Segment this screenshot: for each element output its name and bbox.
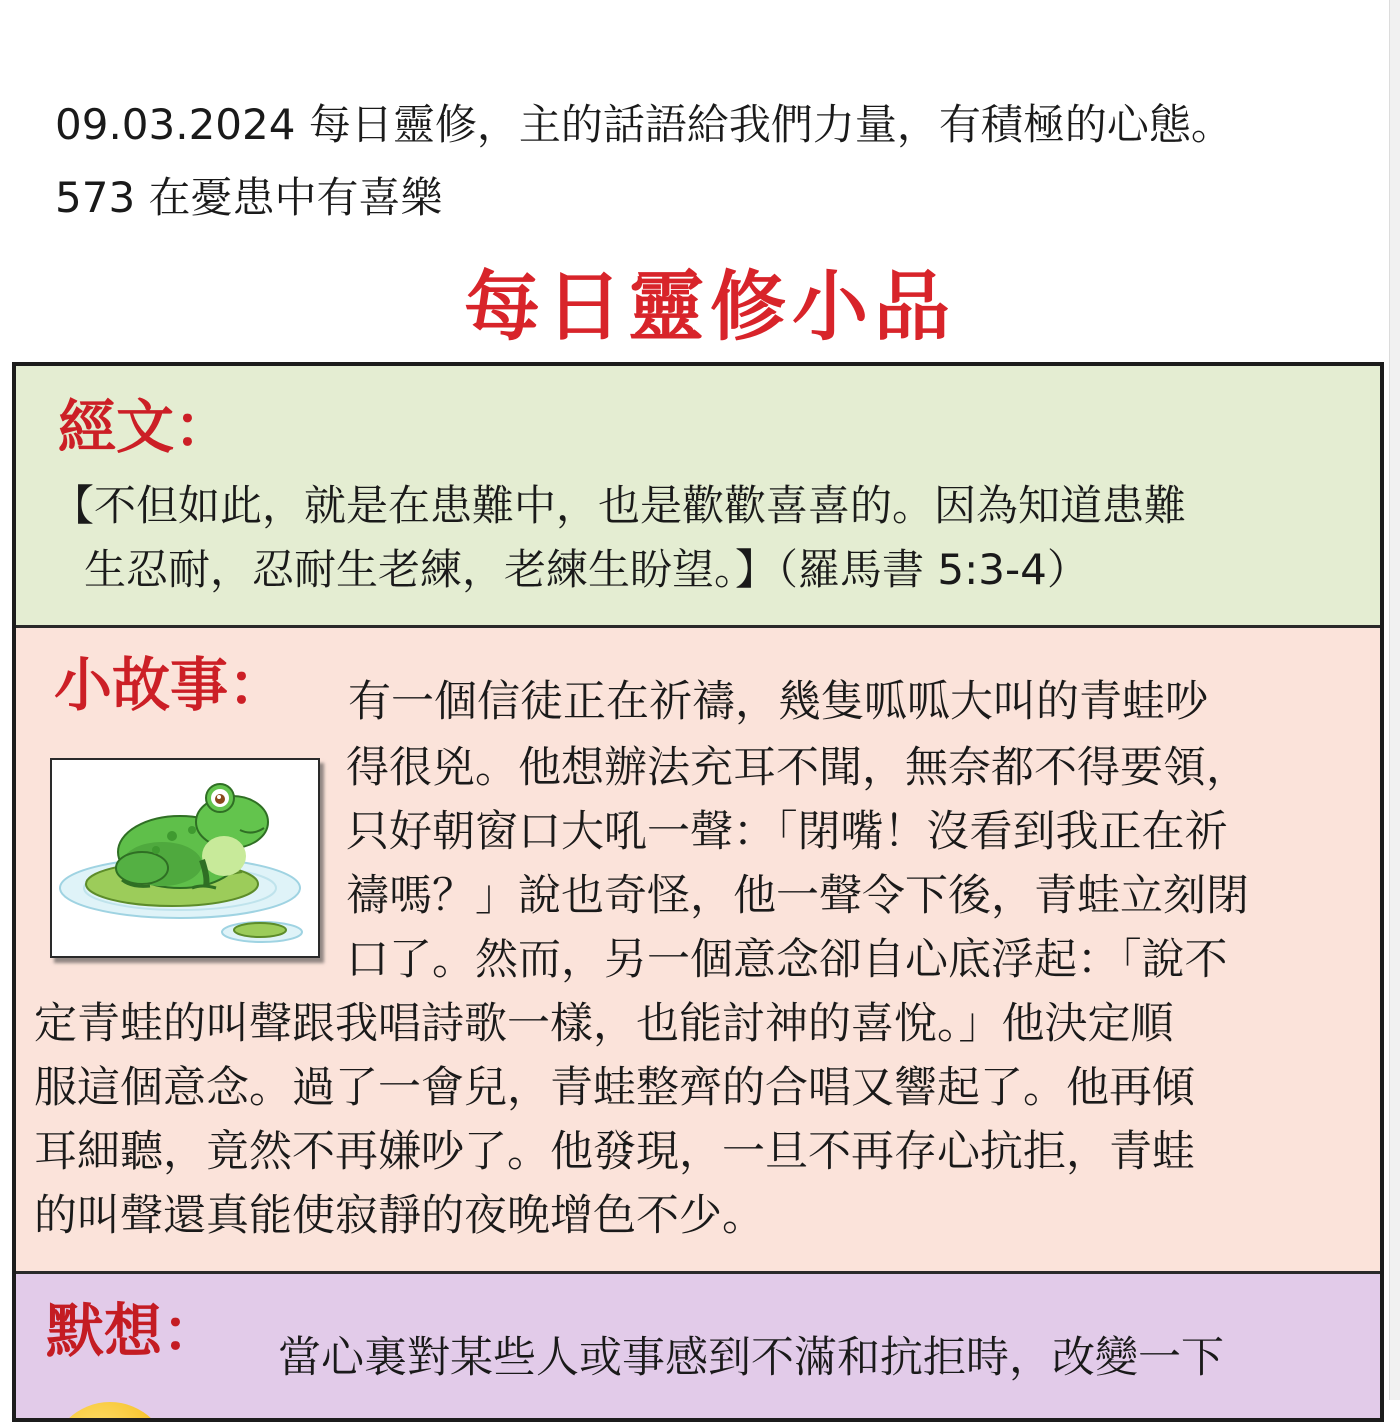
story-line: 口了。然而，另一個意念卻自心底浮起：「說不: [346, 935, 1228, 985]
smiley-face-icon: [50, 1402, 170, 1422]
story-line: 服這個意念。過了一會兒，青蛙整齊的合唱又響起了。他再傾: [34, 1063, 1195, 1113]
story-line: 耳細聽，竟然不再嫌吵了。他發現，一旦不再存心抗拒，青蛙: [34, 1127, 1195, 1177]
scripture-heading: 經文：: [58, 393, 233, 461]
story-line: 得很兇。他想辦法充耳不聞，無奈都不得要領，: [346, 743, 1249, 793]
header-date-line: 09.03.2024 每日靈修，主的話語給我們力量，有積極的心態。: [55, 100, 1233, 149]
header-subtitle: 573 在憂患中有喜樂: [55, 173, 443, 222]
story-line: 只好朝窗口大吼一聲：「閉嘴！沒看到我正在祈: [346, 807, 1228, 857]
devotional-card: [12, 362, 1384, 1422]
page-title: 每日靈修小品: [464, 262, 956, 351]
frog-on-lily-pad-icon: [50, 758, 320, 958]
meditation-heading: 默想：: [46, 1297, 221, 1365]
scripture-line: 生忍耐，忍耐生老練，老練生盼望。】（羅馬書 5:3-4）: [84, 545, 1089, 594]
story-line: 禱嗎？」說也奇怪，他一聲令下後，青蛙立刻閉: [346, 871, 1249, 921]
scripture-section: [16, 366, 1380, 628]
story-line: 的叫聲還真能使寂靜的夜晚增色不少。: [34, 1191, 765, 1241]
story-line: 定青蛙的叫聲跟我唱詩歌一樣，也能討神的喜悅。」他決定順: [34, 999, 1174, 1049]
story-section: [16, 628, 1380, 1274]
story-line: 有一個信徒正在祈禱，幾隻呱呱大叫的青蛙吵: [348, 677, 1208, 727]
scripture-line: 【不但如此，就是在患難中，也是歡歡喜喜的。因為知道患難: [52, 481, 1187, 530]
vertical-scrollbar[interactable]: [1389, 0, 1400, 1400]
story-heading: 小故事：: [54, 651, 287, 719]
meditation-line: 當心裏對某些人或事感到不滿和抗拒時，改變一下: [278, 1333, 1224, 1383]
